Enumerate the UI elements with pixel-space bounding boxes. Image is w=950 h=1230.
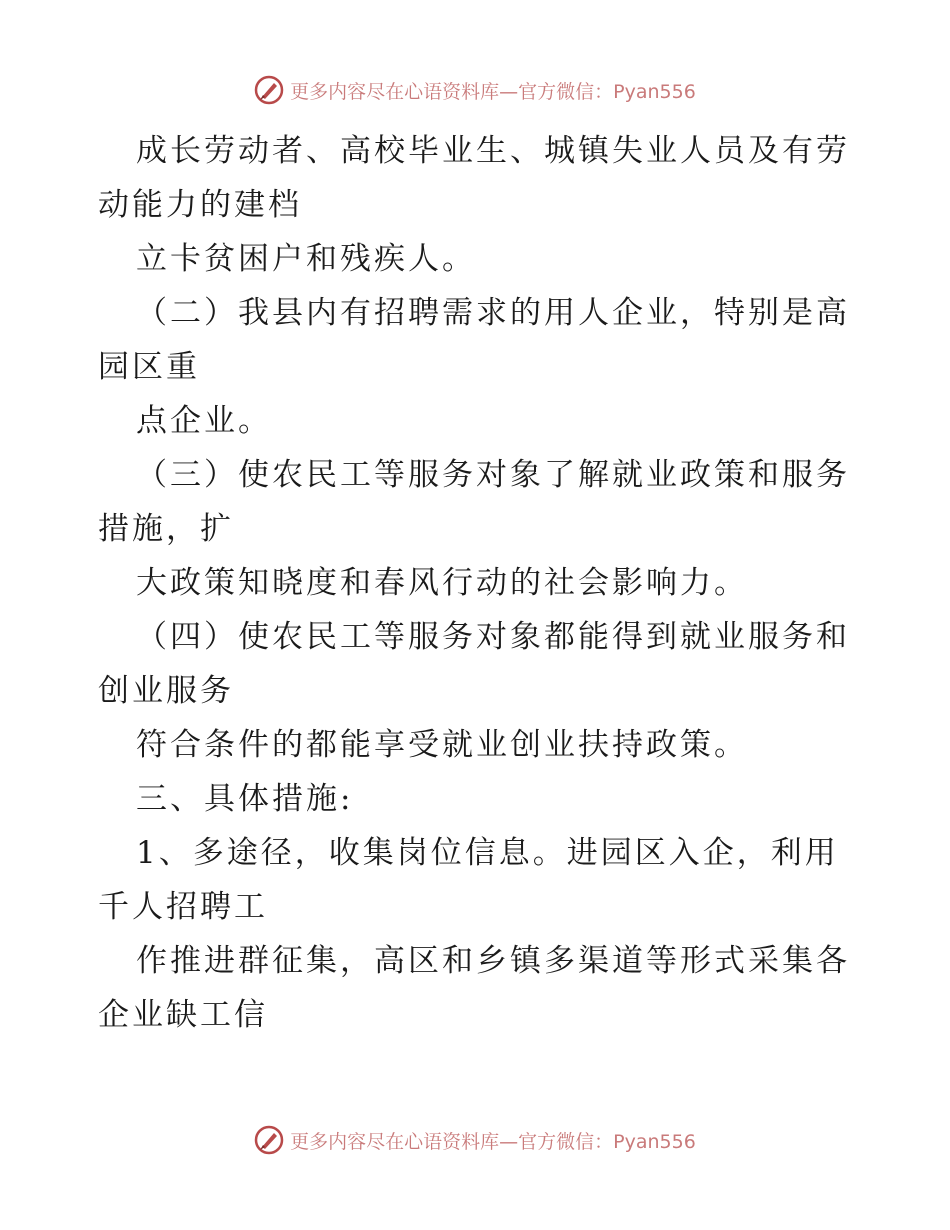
header-watermark [0,70,950,110]
text-line: 符合条件的都能享受就业创业扶持政策。 [136,727,748,763]
text-line: 大政策知晓度和春风行动的社会影响力。 [136,565,748,601]
text-line: 点企业。 [136,403,272,439]
text-line: 创业服务 [98,673,234,709]
text-line: 措施，扩 [98,511,234,547]
text-line: 成长劳动者、高校毕业生、城镇失业人员及有劳 [136,133,850,169]
text-line: 作推进群征集，高区和乡镇多渠道等形式采集各 [136,943,850,979]
watermark-text: 更多内容尽在心语资料库—官方微信：Pyan556 [290,1130,696,1153]
text-line: 立卡贫困户和残疾人。 [136,241,476,277]
text-line: 1、多途径，收集岗位信息。进园区入企，利用 [136,835,839,871]
pen-logo-icon [254,75,284,105]
document-body [98,124,858,1042]
text-line: （四）使农民工等服务对象都能得到就业服务和 [136,619,850,655]
text-line: （二）我县内有招聘需求的用人企业，特别是高 [136,295,850,331]
pen-logo-icon [254,1125,284,1155]
footer-watermark [0,1120,950,1160]
text-line: 园区重 [98,349,200,385]
text-line: 企业缺工信 [98,997,268,1033]
text-line: 千人招聘工 [98,889,268,925]
watermark-text: 更多内容尽在心语资料库—官方微信：Pyan556 [290,80,696,103]
text-line: 动能力的建档 [98,187,302,223]
text-line: 三、具体措施: [136,781,354,817]
text-line: （三）使农民工等服务对象了解就业政策和服务 [136,457,850,493]
